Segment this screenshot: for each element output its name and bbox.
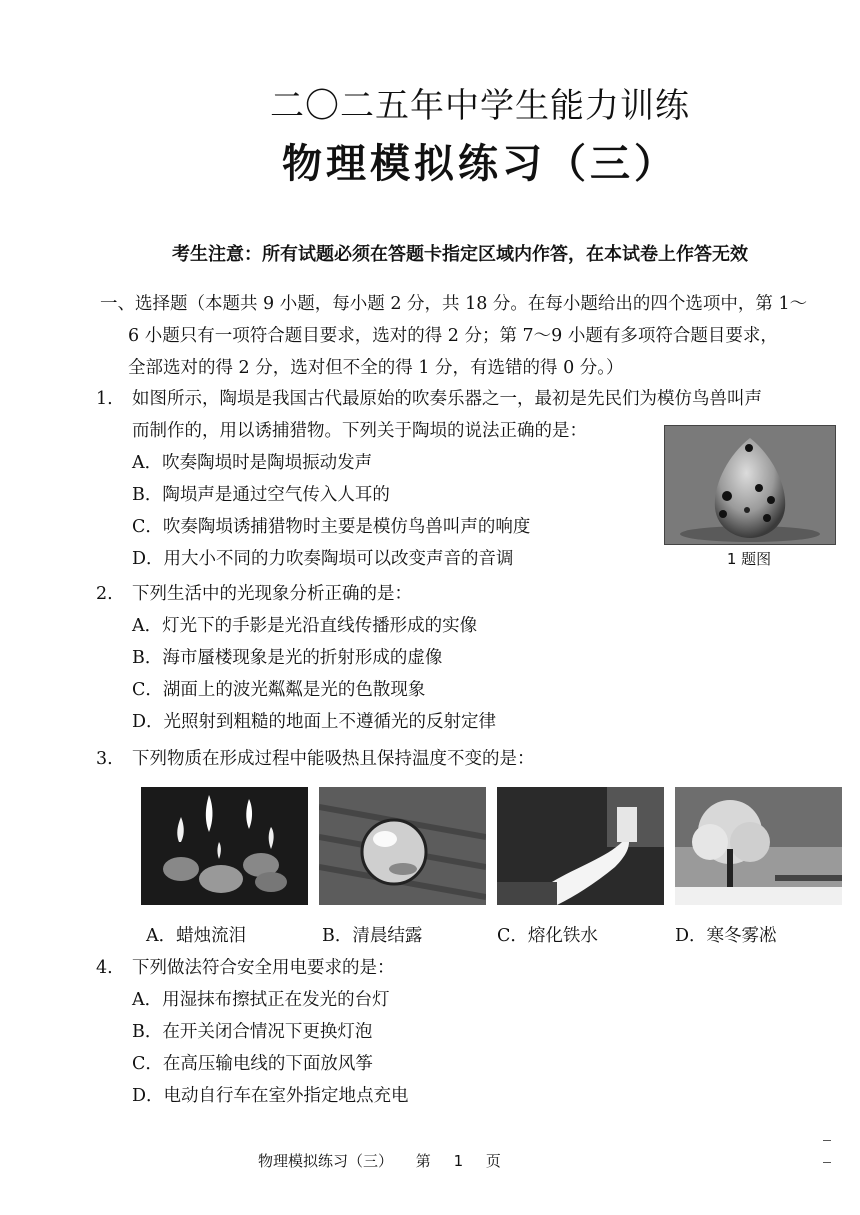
exam-title: 二〇二五年中学生能力训练 bbox=[270, 86, 690, 126]
section-instructions-line: 全部选对的得 2 分，选对但不全的得 1 分，有选错的得 0 分。） bbox=[128, 358, 624, 378]
photo-caption-a: A．蜡烛流泪 bbox=[146, 926, 247, 946]
option-d: D．电动自行车在室外指定地点充电 bbox=[132, 1086, 409, 1106]
option-c: C．在高压输电线的下面放风筝 bbox=[132, 1054, 373, 1074]
exam-notice: 考生注意：所有试题必须在答题卡指定区域内作答，在本试卷上作答无效 bbox=[172, 244, 748, 265]
section-instructions bbox=[100, 288, 848, 384]
question-4 bbox=[96, 952, 836, 1112]
option-c: C．吹奏陶埙诱捕猎物时主要是模仿鸟兽叫声的响度 bbox=[132, 517, 531, 537]
margin-mark bbox=[823, 1140, 831, 1141]
option-a: A．用湿抹布擦拭正在发光的台灯 bbox=[132, 990, 390, 1010]
dewdrop-icon bbox=[319, 787, 486, 905]
footer-page-number: 1 bbox=[453, 1152, 464, 1170]
footer-page-label: 第 bbox=[415, 1152, 431, 1170]
option-a: A．灯光下的手影是光沿直线传播形成的实像 bbox=[132, 616, 478, 636]
footer-page-unit: 页 bbox=[485, 1152, 501, 1170]
candle-icon bbox=[141, 787, 308, 905]
frosted-tree-icon bbox=[675, 787, 842, 905]
question-3 bbox=[96, 743, 836, 775]
question-2 bbox=[96, 578, 836, 738]
option-b: B．海市蜃楼现象是光的折射形成的虚像 bbox=[132, 648, 443, 668]
figure-caption: 1 题图 bbox=[726, 550, 772, 568]
question-number: 2. bbox=[96, 584, 113, 604]
question-stem: 下列做法符合安全用电要求的是： bbox=[132, 958, 395, 978]
margin-mark bbox=[823, 1162, 831, 1163]
dew-photo bbox=[319, 787, 486, 905]
question-number: 3. bbox=[96, 749, 113, 769]
molten-iron-icon bbox=[497, 787, 664, 905]
question-stem: 下列生活中的光现象分析正确的是： bbox=[132, 584, 412, 604]
option-c: C．湖面上的波光粼粼是光的色散现象 bbox=[132, 680, 426, 700]
question-number: 4. bbox=[96, 958, 113, 978]
photo-caption-b: B．清晨结露 bbox=[322, 926, 423, 946]
rime-photo bbox=[675, 787, 842, 905]
section-instructions-line: 6 小题只有一项符合题目要求，选对的得 2 分；第 7～9 小题有多项符合题目要求， bbox=[128, 326, 778, 346]
candle-photo bbox=[141, 787, 308, 905]
option-b: B．陶埙声是通过空气传入人耳的 bbox=[132, 485, 390, 505]
option-d: D．光照射到粗糙的地面上不遵循光的反射定律 bbox=[132, 712, 497, 732]
option-a: A．吹奏陶埙时是陶埙振动发声 bbox=[132, 453, 373, 473]
molten-iron-photo bbox=[497, 787, 664, 905]
question-number: 1. bbox=[96, 389, 113, 409]
exam-subtitle: 物理模拟练习（三） bbox=[282, 141, 678, 187]
photo-caption-c: C．熔化铁水 bbox=[497, 926, 598, 946]
option-b: B．在开关闭合情况下更换灯泡 bbox=[132, 1022, 373, 1042]
footer-title: 物理模拟练习（三） bbox=[258, 1152, 394, 1170]
page-footer bbox=[258, 1150, 519, 1171]
option-d: D．用大小不同的力吹奏陶埙可以改变声音的音调 bbox=[132, 549, 514, 569]
question-stem: 下列物质在形成过程中能吸热且保持温度不变的是： bbox=[132, 749, 535, 769]
question-stem: 而制作的，用以诱捕猎物。下列关于陶埙的说法正确的是： bbox=[132, 421, 587, 441]
photo-caption-d: D．寒冬雾凇 bbox=[675, 926, 777, 946]
ocarina-icon bbox=[665, 426, 835, 544]
question-stem: 如图所示，陶埙是我国古代最原始的吹奏乐器之一，最初是先民们为模仿鸟兽叫声 bbox=[132, 389, 762, 409]
ocarina-figure bbox=[664, 425, 836, 545]
section-heading: 一、选择题（本题共 9 小题，每小题 2 分，共 18 分。在每小题给出的四个选项中，第 1～ bbox=[100, 294, 808, 314]
